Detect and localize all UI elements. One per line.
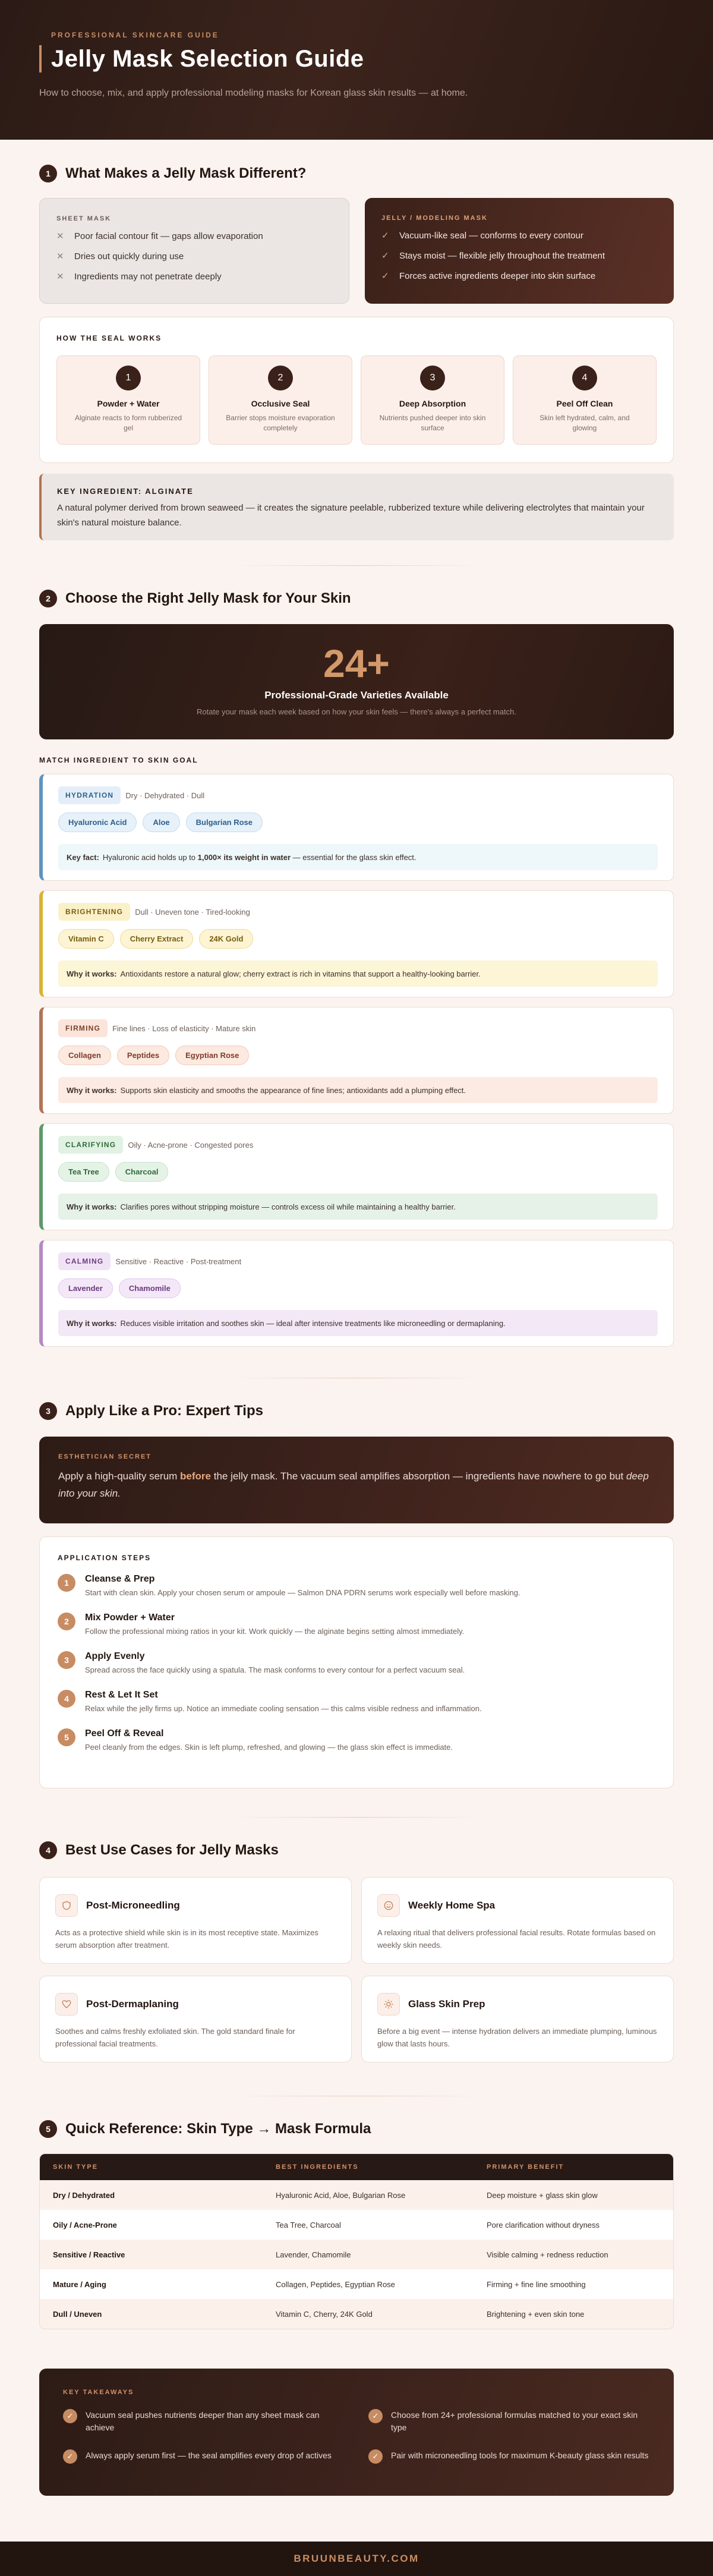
seal-works-label: HOW THE SEAL WORKS bbox=[56, 334, 162, 342]
step-title: Powder + Water bbox=[97, 399, 160, 408]
why-it-works: Why it works: Antioxidants restore a natural glow; cherry extract is rich in vitamins that support a healthy-looking barrier. bbox=[58, 961, 658, 987]
skin-goals: Fine lines · Loss of elasticity · Mature skin bbox=[112, 1024, 256, 1033]
list-item: ✕ Poor facial contour fit — gaps allow evaporation bbox=[56, 231, 263, 241]
application-step bbox=[58, 1574, 655, 1597]
x-icon: ✕ bbox=[56, 272, 64, 282]
key-takeaways-card bbox=[39, 2369, 674, 2496]
check-icon: ✓ bbox=[63, 2449, 77, 2464]
smile-icon bbox=[377, 1894, 400, 1917]
why-it-works: Why it works: Supports skin elasticity and smooths the appearance of fine lines; antioxidants add a plumping effect. bbox=[58, 1077, 658, 1103]
section-apply-tips bbox=[0, 1402, 713, 1788]
alginate-callout bbox=[39, 474, 674, 540]
application-steps-label: APPLICATION STEPS bbox=[58, 1554, 152, 1562]
takeaway-item: ✓ Always apply serum first — the seal amplifies every drop of actives bbox=[63, 2449, 345, 2464]
use-case-card bbox=[361, 1877, 674, 1964]
secret-text: Apply a high-quality serum before the jelly mask. The vacuum seal amplifies absorption — ingredients have nowhere to go but deep into your skin. bbox=[58, 1470, 649, 1499]
section-choose-mask bbox=[0, 590, 713, 1347]
alginate-text: A natural polymer derived from brown seaweed — it creates the signature peelable, rubberized texture while delivering electrolytes that maintain your skin's natural moisture balance. bbox=[57, 503, 645, 528]
why-it-works: Why it works: Reduces visible irritation and soothes skin — ideal after intensive treatments like microneedling or dermaplaning. bbox=[58, 1310, 658, 1336]
skin-goals: Dull · Uneven tone · Tired-looking bbox=[135, 907, 250, 917]
takeaway-item: ✓ Vacuum seal pushes nutrients deeper than any sheet mask can achieve bbox=[63, 2409, 345, 2434]
skin-goals: Dry · Dehydrated · Dull bbox=[125, 791, 205, 800]
alginate-label: KEY INGREDIENT: ALGINATE bbox=[57, 487, 194, 496]
ingredient-tag: Chamomile bbox=[119, 1278, 181, 1298]
use-case-card bbox=[361, 1976, 674, 2062]
table-row: Sensitive / Reactive Lavender, Chamomile Visible calming + redness reduction bbox=[40, 2240, 673, 2269]
varieties-count: 24+ bbox=[323, 641, 390, 685]
why-it-works: Key fact: Hyaluronic acid holds up to 1,000× its weight in water — essential for the glass skin effect. bbox=[58, 844, 658, 870]
section-number: 1 bbox=[39, 165, 57, 182]
check-icon: ✓ bbox=[368, 2409, 383, 2423]
check-icon: ✓ bbox=[381, 231, 389, 241]
ingredient-card bbox=[39, 890, 674, 997]
application-steps-card bbox=[39, 1536, 674, 1788]
use-case-title: Post-Dermaplaning bbox=[86, 1998, 179, 2010]
step-title: Occlusive Seal bbox=[251, 399, 310, 408]
section-divider bbox=[232, 565, 481, 566]
ingredient-tag: Charcoal bbox=[115, 1162, 169, 1182]
section-title: Best Use Cases for Jelly Masks bbox=[65, 1842, 279, 1858]
step-number: 3 bbox=[58, 1651, 75, 1669]
x-icon: ✕ bbox=[56, 231, 64, 241]
list-item: ✓ Vacuum-like seal — conforms to every contour bbox=[381, 230, 583, 241]
seal-step bbox=[56, 355, 200, 445]
ingredient-card bbox=[39, 1240, 674, 1347]
ingredient-tag: Vitamin C bbox=[58, 929, 114, 949]
ingredient-card bbox=[39, 1123, 674, 1230]
goal-badge: CLARIFYING bbox=[58, 1136, 123, 1154]
ingredient-tag: Egyptian Rose bbox=[175, 1045, 249, 1065]
seal-step bbox=[361, 355, 504, 445]
step-number: 4 bbox=[572, 366, 597, 391]
use-case-card bbox=[39, 1976, 352, 2062]
step-title: Deep Absorption bbox=[399, 399, 466, 408]
section-title: Quick Reference: Skin Type → Mask Formula bbox=[65, 2121, 371, 2137]
step-title: Apply Evenly bbox=[85, 1651, 145, 1661]
seal-step bbox=[513, 355, 657, 445]
step-desc: Peel cleanly from the edges. Skin is left plump, refreshed, and glowing — the glass skin effect is immediate. bbox=[85, 1743, 453, 1752]
step-number: 3 bbox=[420, 366, 445, 391]
step-desc: Follow the professional mixing ratios in your kit. Work quickly — the alginate begins setting almost immediately. bbox=[85, 1627, 465, 1636]
use-case-title: Weekly Home Spa bbox=[408, 1900, 496, 1911]
ingredient-tag: Hyaluronic Acid bbox=[58, 813, 137, 832]
x-icon: ✕ bbox=[56, 251, 64, 262]
use-case-title: Post-Microneedling bbox=[86, 1900, 180, 1911]
use-case-desc: Acts as a protective shield while skin is in its most receptive state. Maximizes serum absorption after treatment. bbox=[55, 1928, 318, 1950]
page-title: Jelly Mask Selection Guide bbox=[51, 45, 364, 72]
hero-banner bbox=[0, 0, 713, 140]
table-row: Oily / Acne-Prone Tea Tree, Charcoal Pore clarification without dryness bbox=[40, 2210, 673, 2240]
title-accent-bar bbox=[39, 45, 42, 73]
application-step bbox=[58, 1690, 655, 1713]
jelly-mask-label: JELLY / MODELING MASK bbox=[381, 215, 488, 222]
table-row: Dull / Uneven Vitamin C, Cherry, 24K Gold Brightening + even skin tone bbox=[40, 2299, 673, 2329]
section-number: 4 bbox=[39, 1841, 57, 1859]
section-divider bbox=[232, 1817, 481, 1818]
sun-icon bbox=[377, 1993, 400, 2016]
check-icon: ✓ bbox=[63, 2409, 77, 2423]
ingredient-tag: 24K Gold bbox=[199, 929, 253, 949]
skin-goals: Oily · Acne-prone · Congested pores bbox=[128, 1140, 254, 1150]
skin-goals: Sensitive · Reactive · Post-treatment bbox=[115, 1256, 242, 1266]
step-number: 1 bbox=[116, 366, 141, 391]
step-number: 2 bbox=[268, 366, 293, 391]
ingredient-tag: Collagen bbox=[58, 1045, 111, 1065]
step-number: 1 bbox=[58, 1574, 75, 1592]
step-desc: Start with clean skin. Apply your chosen serum or ampoule — Salmon DNA PDRN serums work especially well before masking. bbox=[85, 1588, 520, 1597]
ingredient-tag: Bulgarian Rose bbox=[186, 813, 263, 832]
footer-site-link[interactable]: BRUUNBEAUTY.COM bbox=[0, 2542, 713, 2576]
takeaway-item: ✓ Choose from 24+ professional formulas matched to your exact skin type bbox=[368, 2409, 650, 2434]
goal-badge: FIRMING bbox=[58, 1019, 108, 1037]
section-quick-reference bbox=[0, 2120, 713, 2496]
ingredient-tag: Lavender bbox=[58, 1278, 113, 1298]
list-item: ✓ Stays moist — flexible jelly throughout the treatment bbox=[381, 250, 605, 261]
section-title: What Makes a Jelly Mask Different? bbox=[65, 165, 307, 181]
varieties-title: Professional-Grade Varieties Available bbox=[264, 689, 449, 701]
varieties-desc: Rotate your mask each week based on how your skin feels — there's always a perfect match. bbox=[197, 707, 516, 716]
esthetician-secret-callout bbox=[39, 1437, 674, 1523]
step-desc: Skin left hydrated, calm, and glowing bbox=[540, 414, 630, 432]
use-case-desc: Before a big event — intense hydration delivers an immediate plumping, luminous glow that lasts hours. bbox=[377, 2027, 657, 2048]
table-row: Mature / Aging Collagen, Peptides, Egyptian Rose Firming + fine line smoothing bbox=[40, 2269, 673, 2299]
step-title: Rest & Let It Set bbox=[85, 1690, 158, 1700]
sheet-mask-label: SHEET MASK bbox=[56, 215, 112, 222]
ingredient-list bbox=[39, 774, 674, 1347]
ingredient-card bbox=[39, 774, 674, 881]
jelly-mask-card bbox=[365, 198, 674, 304]
section-number: 2 bbox=[39, 590, 57, 607]
varieties-banner bbox=[39, 624, 674, 739]
step-number: 4 bbox=[58, 1690, 75, 1708]
step-desc: Spread across the face quickly using a spatula. The mask conforms to every contour for a perfect vacuum seal. bbox=[85, 1665, 465, 1674]
hero-subtitle: How to choose, mix, and apply professional modeling masks for Korean glass skin results — at home. bbox=[39, 88, 468, 98]
section-use-cases bbox=[0, 1841, 713, 2062]
seal-step bbox=[209, 355, 352, 445]
why-it-works: Why it works: Clarifies pores without stripping moisture — controls excess oil while maintaining a healthy barrier. bbox=[58, 1193, 658, 1220]
step-desc: Barrier stops moisture evaporation completely bbox=[226, 414, 335, 432]
step-desc: Relax while the jelly firms up. Notice an immediate cooling sensation — this calms visible redness and inflammation. bbox=[85, 1704, 482, 1713]
step-desc: Alginate reacts to form rubberized gel bbox=[74, 414, 182, 432]
table-row: Dry / Dehydrated Hyaluronic Acid, Aloe, Bulgarian Rose Deep moisture + glass skin glow bbox=[40, 2180, 673, 2210]
application-step bbox=[58, 1651, 655, 1674]
seal-works-card bbox=[39, 317, 674, 463]
use-case-title: Glass Skin Prep bbox=[408, 1998, 485, 2010]
step-number: 5 bbox=[58, 1728, 75, 1746]
check-icon: ✓ bbox=[368, 2449, 383, 2464]
goal-badge: HYDRATION bbox=[58, 786, 121, 804]
hero-eyebrow: PROFESSIONAL SKINCARE GUIDE bbox=[51, 31, 219, 39]
section-number: 3 bbox=[39, 1402, 57, 1420]
step-title: Mix Powder + Water bbox=[85, 1613, 175, 1623]
list-item: ✓ Forces active ingredients deeper into skin surface bbox=[381, 270, 596, 281]
takeaway-item: ✓ Pair with microneedling tools for maximum K-beauty glass skin results bbox=[368, 2449, 650, 2464]
section-title: Choose the Right Jelly Mask for Your Skin bbox=[65, 590, 351, 606]
ingredient-tag: Peptides bbox=[117, 1045, 169, 1065]
reference-table bbox=[39, 2153, 674, 2329]
column-header: SKIN TYPE bbox=[53, 2164, 99, 2171]
ingredient-card bbox=[39, 1007, 674, 1114]
ingredient-tag: Tea Tree bbox=[58, 1162, 109, 1182]
list-item: ✕ Dries out quickly during use bbox=[56, 251, 184, 262]
match-label: MATCH INGREDIENT TO SKIN GOAL bbox=[39, 756, 198, 764]
step-title: Peel Off Clean bbox=[556, 399, 613, 408]
section-what-makes-different bbox=[0, 165, 713, 540]
section-title: Apply Like a Pro: Expert Tips bbox=[65, 1403, 263, 1419]
use-case-desc: A relaxing ritual that delivers professional facial results. Rotate formulas based on weekly skin needs. bbox=[377, 1928, 656, 1950]
use-case-desc: Soothes and calms freshly exfoliated skin. The gold standard finale for professional facial treatments. bbox=[55, 2027, 295, 2048]
check-icon: ✓ bbox=[381, 271, 389, 281]
step-desc: Nutrients pushed deeper into skin surface bbox=[379, 414, 486, 432]
use-case-card bbox=[39, 1877, 352, 1964]
column-header: BEST INGREDIENTS bbox=[276, 2164, 359, 2171]
secret-label: ESTHETICIAN SECRET bbox=[58, 1453, 152, 1460]
step-number: 2 bbox=[58, 1613, 75, 1630]
ingredient-tag: Cherry Extract bbox=[120, 929, 194, 949]
application-step bbox=[58, 1728, 655, 1752]
goal-badge: BRIGHTENING bbox=[58, 903, 130, 921]
check-icon: ✓ bbox=[381, 251, 389, 261]
sheet-mask-card bbox=[39, 198, 349, 304]
table-header-row bbox=[40, 2154, 673, 2180]
column-header: PRIMARY BENEFIT bbox=[487, 2164, 564, 2171]
takeaways-label: KEY TAKEAWAYS bbox=[63, 2389, 134, 2396]
step-title: Peel Off & Reveal bbox=[85, 1728, 164, 1739]
section-number: 5 bbox=[39, 2120, 57, 2138]
goal-badge: CALMING bbox=[58, 1252, 111, 1270]
heart-icon bbox=[55, 1993, 78, 2016]
list-item: ✕ Ingredients may not penetrate deeply bbox=[56, 271, 222, 282]
shield-icon bbox=[55, 1894, 78, 1917]
ingredient-tag: Aloe bbox=[143, 813, 179, 832]
step-title: Cleanse & Prep bbox=[85, 1574, 155, 1584]
application-step bbox=[58, 1613, 655, 1636]
